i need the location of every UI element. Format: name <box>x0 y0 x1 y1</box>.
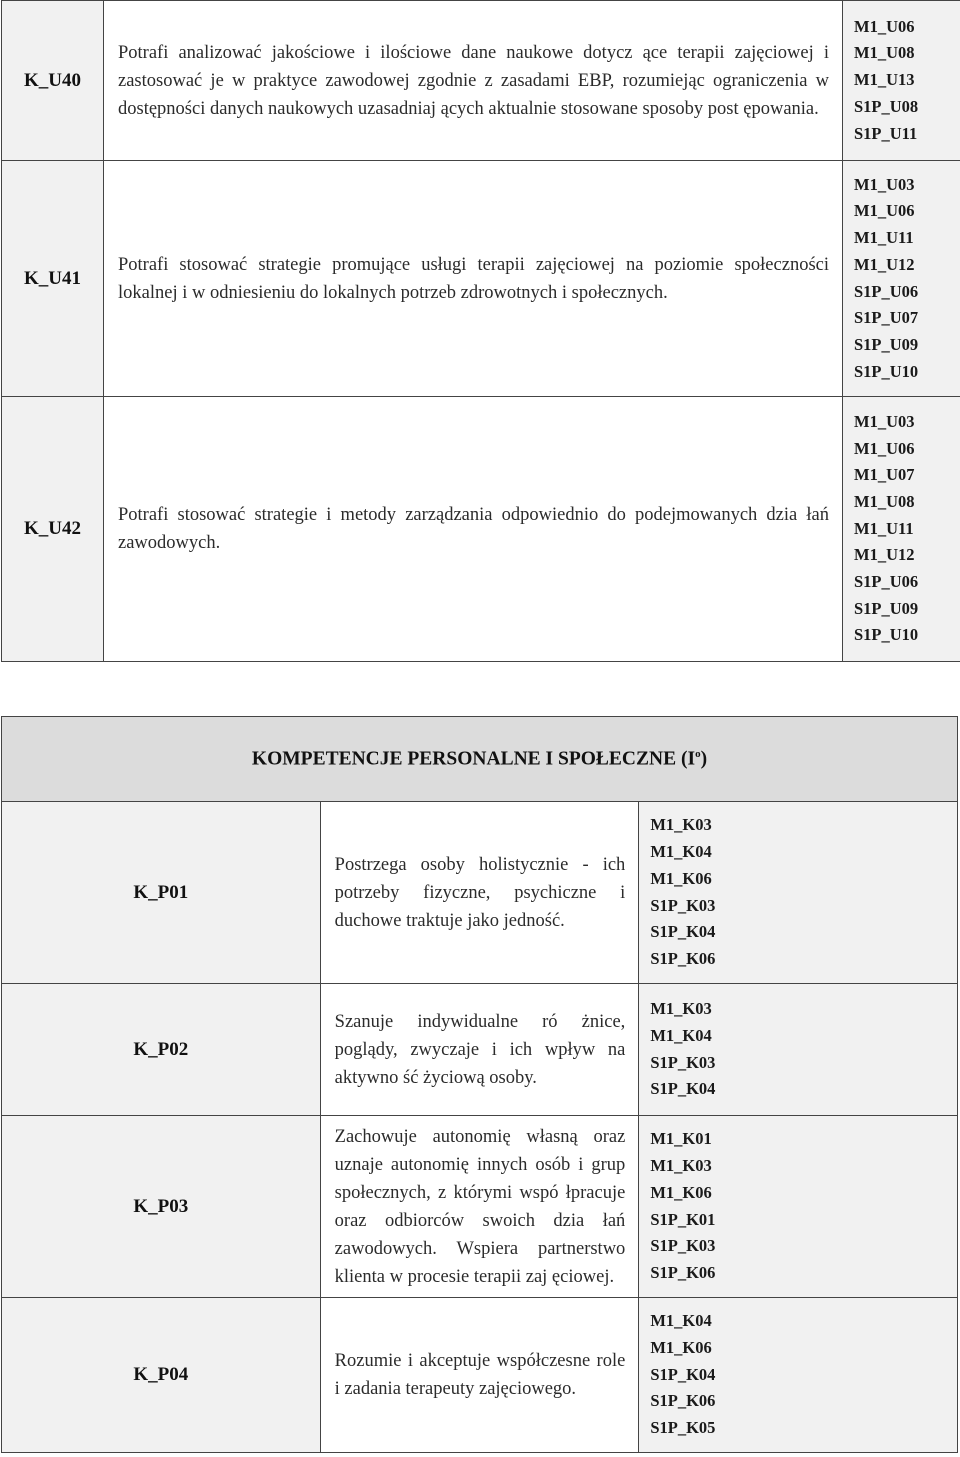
section-title-text: KOMPETENCJE PERSONALNE I SPOŁECZNE (I <box>251 748 696 770</box>
table-row <box>2 1116 958 1298</box>
competences-table <box>1 716 958 1453</box>
table-row <box>2 1298 958 1453</box>
outcome-code: K_U42 <box>2 397 104 662</box>
outcome-references <box>843 161 960 397</box>
outcome-references <box>843 397 960 662</box>
outcome-description: Potrafi analizować jakościowe i ilościowe dane naukowe dotycz ące terapii zajęciowej i zastosować je w praktyce zawodowej zgodnie z zasadami EBP, rozumiejąc ograniczenia w dostępności danych naukowych uzasadniaj ących aktualnie stosowane sposoby post ępowania. <box>104 1 843 161</box>
reference-code: M1_U03 <box>854 411 915 431</box>
reference-code: M1_U06 <box>854 16 915 36</box>
outcome-description: Rozumie i akceptuje współczesne role i zadania terapeuty zajęciowego. <box>320 1298 639 1453</box>
outcome-code: K_U40 <box>2 1 104 161</box>
outcome-code: K_P02 <box>2 984 321 1116</box>
outcome-description: Potrafi stosować strategie promujące usługi terapii zajęciowej na poziomie społeczności lokalnej i w odniesieniu do lokalnych potrzeb zdrowotnych i społecznych. <box>104 161 843 397</box>
outcome-description: Postrzega osoby holistycznie - ich potrzeby fizyczne, psychiczne i duchowe traktuje jako jedność. <box>320 802 639 984</box>
outcome-code: K_P04 <box>2 1298 321 1453</box>
reference-code: M1_K03 <box>650 815 712 835</box>
outcome-code: K_P03 <box>2 1116 321 1298</box>
reference-code: S1P_K04 <box>650 1364 716 1384</box>
reference-code: M1_U03 <box>854 174 915 194</box>
outcome-description: Szanuje indywidualne ró żnice, poglądy, zwyczaje i ich wpływ na aktywno ść życiową osoby. <box>320 984 639 1116</box>
outcome-code: K_P01 <box>2 802 321 984</box>
outcome-references <box>639 984 958 1116</box>
outcome-code: K_U41 <box>2 161 104 397</box>
reference-code: M1_U08 <box>854 491 915 511</box>
outcome-references <box>639 1298 958 1453</box>
section-header-row <box>2 717 958 802</box>
reference-code: S1P_U06 <box>854 281 919 301</box>
reference-code: M1_U06 <box>854 201 915 221</box>
reference-code: S1P_K04 <box>650 1079 716 1099</box>
table-row <box>2 984 958 1116</box>
section-title-superscript: o <box>695 747 701 760</box>
reference-code: S1P_K03 <box>650 895 716 915</box>
outcome-references <box>843 1 960 161</box>
reference-code: S1P_U10 <box>854 625 919 645</box>
outcome-description: Potrafi stosować strategie i metody zarządzania odpowiednio do podejmowanych dzia łań zawodowych. <box>104 397 843 662</box>
table-row <box>2 161 960 397</box>
reference-code: S1P_K05 <box>650 1418 716 1438</box>
skills-table <box>1 0 960 662</box>
reference-code: M1_U11 <box>854 518 914 538</box>
reference-code: M1_K01 <box>650 1129 712 1149</box>
reference-code: M1_K03 <box>650 1156 712 1176</box>
reference-code: S1P_K03 <box>650 1052 716 1072</box>
reference-code: S1P_U06 <box>854 572 919 592</box>
reference-code: M1_U13 <box>854 70 915 90</box>
reference-code: M1_U11 <box>854 228 914 248</box>
reference-code: S1P_U08 <box>854 96 919 116</box>
reference-code: S1P_U10 <box>854 361 919 381</box>
outcome-references <box>639 802 958 984</box>
section-title <box>2 717 958 802</box>
table-row <box>2 397 960 662</box>
reference-code: S1P_U09 <box>854 334 919 354</box>
reference-code: M1_K04 <box>650 1025 712 1045</box>
reference-code: M1_K06 <box>650 1182 712 1202</box>
reference-code: S1P_U11 <box>854 123 918 143</box>
reference-code: S1P_K03 <box>650 1236 716 1256</box>
reference-code: S1P_K04 <box>650 922 716 942</box>
reference-code: M1_U12 <box>854 545 915 565</box>
reference-code: M1_U06 <box>854 438 915 458</box>
reference-code: S1P_U09 <box>854 598 919 618</box>
reference-code: M1_K03 <box>650 999 712 1019</box>
section-title-close: ) <box>700 748 708 770</box>
outcome-references <box>639 1116 958 1298</box>
reference-code: S1P_K01 <box>650 1209 716 1229</box>
reference-code: M1_U07 <box>854 465 915 485</box>
table-row <box>2 1 960 161</box>
reference-code: M1_K06 <box>650 1337 712 1357</box>
reference-code: M1_U12 <box>854 254 915 274</box>
outcome-description: Zachowuje autonomię własną oraz uznaje autonomię innych osób i grup społecznych, z którymi wspó łpracuje oraz odbiorców swoich dzia łań zawodowych. Wspiera partnerstwo klienta w procesie terapii zaj ęciowej. <box>320 1116 639 1298</box>
reference-code: S1P_K06 <box>650 1262 716 1282</box>
table-row <box>2 802 958 984</box>
reference-code: S1P_K06 <box>650 1391 716 1411</box>
reference-code: M1_U08 <box>854 43 915 63</box>
reference-code: M1_K04 <box>650 1311 712 1331</box>
reference-code: S1P_K06 <box>650 948 716 968</box>
reference-code: M1_K04 <box>650 842 712 862</box>
reference-code: M1_K06 <box>650 868 712 888</box>
reference-code: S1P_U07 <box>854 308 919 328</box>
